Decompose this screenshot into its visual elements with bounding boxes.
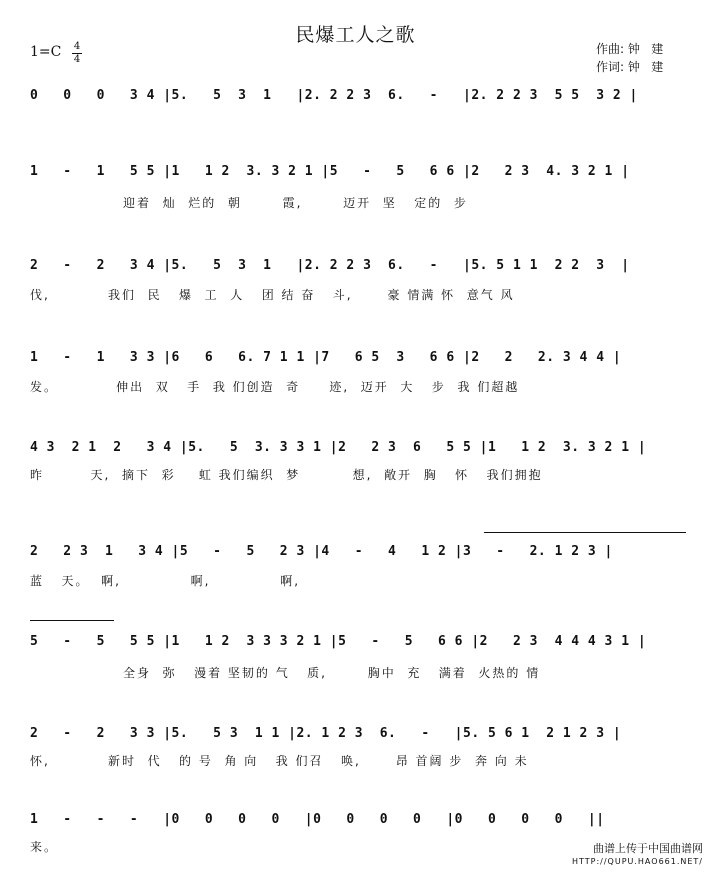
time-signature [72, 42, 82, 65]
lyric-line-1 [30, 110, 690, 128]
lyric-line-8: 怀, 新时 代 的 号 角 向 我 们召 唤, 昂 首阔 步 奔 向 未 [30, 754, 529, 768]
lyric-line-9: 来。 [30, 840, 59, 854]
lyric-line-2: 迎着 灿 烂的 朝 霞, 迈开 坚 定的 步 [30, 196, 468, 210]
notation-line-2: 1 - 1 5 5 |1 1 2 3. 3 2 1 |5 - 5 6 6 |2 2 3 4. 3 2 1 | [30, 164, 630, 179]
notation-line-6: 2 2 3 1 3 4 |5 - 5 2 3 |4 - 4 1 2 |3 - 2. 1 2 3 | [30, 544, 613, 559]
notation-line-9: 1 - - - |0 0 0 0 |0 0 0 0 |0 0 0 0 || [30, 812, 605, 827]
lyric-line-4: 发。 伸出 双 手 我 们创造 奇 迹, 迈开 大 步 我 们超越 [30, 380, 520, 394]
notation-line-4: 1 - 1 3 3 |6 6 6. 7 1 1 |7 6 5 3 6 6 |2 2 2. 3 4 4 | [30, 350, 622, 365]
lyric-line-7: 全身 弥 漫着 坚韧的 气 质, 胸中 充 满着 火热的 情 [30, 666, 541, 680]
watermark-text: 曲谱上传于中国曲谱网 [593, 842, 703, 855]
lyric-line-3: 伐, 我们 民 爆 工 人 团 结 奋 斗, 豪 情满 怀 意气 风 [30, 288, 515, 302]
watermark-url: HTTP://QUPU.HAO661.NET/ [571, 857, 703, 866]
page-title: 民爆工人之歌 [295, 24, 416, 46]
meter-bottom: 4 [73, 54, 81, 65]
lyricist-credit: 作词: 钟 建 [596, 60, 664, 74]
lyric-line-5: 昨 天, 摘下 彩 虹 我们编织 梦 想, 敞开 胸 怀 我们拥抱 [30, 468, 543, 482]
meter-top: 4 [73, 41, 81, 52]
phrase-bracket [484, 532, 686, 533]
notation-line-8: 2 - 2 3 3 |5. 5 3 1 1 |2. 1 2 3 6. - |5. 5 6 1 2 1 2 3 | [30, 726, 622, 741]
composer-credit: 作曲: 钟 建 [596, 42, 664, 56]
notation-line-3: 2 - 2 3 4 |5. 5 3 1 |2. 2 2 3 6. - |5. 5 1 1 2 2 3 | [30, 258, 630, 273]
phrase-bracket [30, 620, 114, 621]
key-signature: 1=C [30, 44, 62, 60]
site-watermark [572, 842, 703, 868]
lyric-line-6: 蓝 天。 啊, 啊, 啊, [30, 574, 301, 588]
notation-line-7: 5 - 5 5 5 |1 1 2 3 3 3 2 1 |5 - 5 6 6 |2 2 3 4 4 4 3 1 | [30, 634, 647, 649]
notation-line-5: 4 3 2 1 2 3 4 |5. 5 3. 3 3 1 |2 2 3 6 5 5 |1 1 2 3. 3 2 1 | [30, 440, 647, 455]
notation-line-1: 0 0 0 3 4 |5. 5 3 1 |2. 2 2 3 6. - |2. 2 2 3 5 5 3 2 | [30, 88, 638, 103]
